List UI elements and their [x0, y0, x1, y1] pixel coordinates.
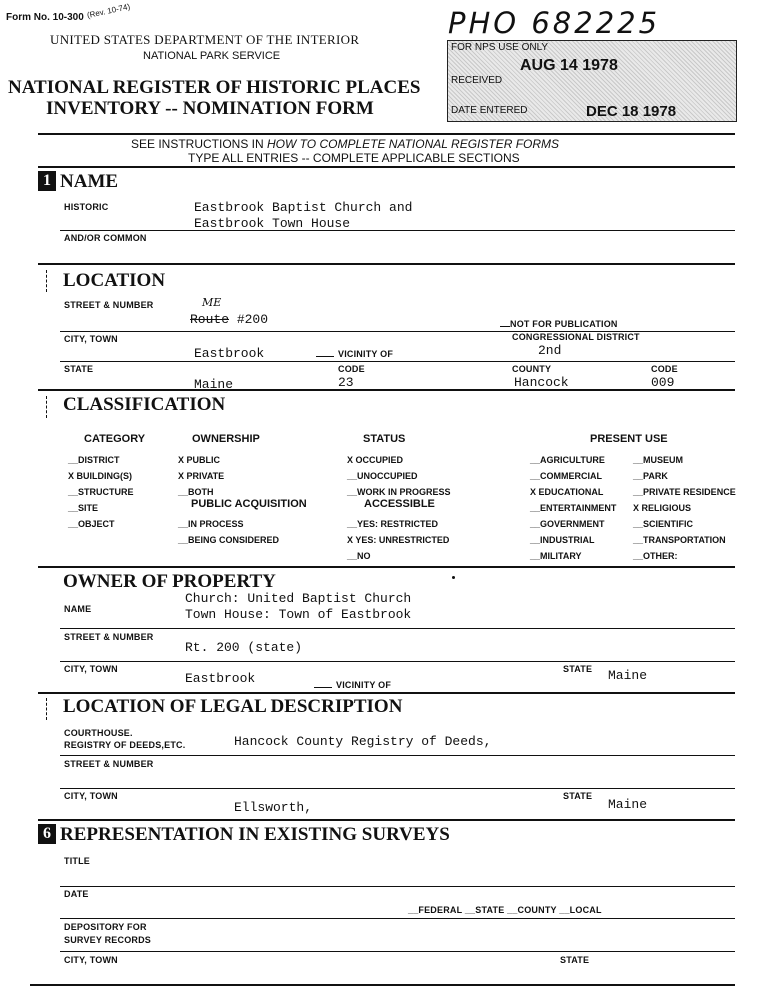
accessible-unrestricted: X YES: UNRESTRICTED: [347, 535, 450, 545]
city-rule: [60, 361, 735, 362]
legal-state-value: Maine: [608, 797, 648, 812]
section-classification-heading: CLASSIFICATION: [63, 394, 226, 415]
owner-name-rule: [60, 628, 735, 629]
status-heading: STATUS: [363, 433, 406, 445]
category-buildings: X BUILDING(S): [68, 471, 132, 481]
category-object: __OBJECT: [68, 519, 115, 529]
location-section-rule: [38, 389, 735, 391]
instructions-line2: TYPE ALL ENTRIES -- COMPLETE APPLICABLE SECTIONS: [188, 151, 520, 165]
use-park: __PARK: [633, 471, 668, 481]
status-work-in-progress: __WORK IN PROGRESS: [347, 487, 451, 497]
instructions-rule: [38, 166, 735, 168]
survey-state-label: STATE: [560, 955, 590, 965]
location-street-value: [190, 312, 268, 327]
category-structure: __STRUCTURE: [68, 487, 134, 497]
use-educational: X EDUCATIONAL: [530, 487, 604, 497]
handwritten-reference-number: PHO 682225: [448, 6, 661, 40]
status-occupied: X OCCUPIED: [347, 455, 404, 465]
present-use-heading: PRESENT USE: [590, 433, 668, 445]
section-number-badge: 1: [38, 171, 56, 191]
location-street-label: STREET & NUMBER: [64, 300, 154, 310]
use-industrial: __INDUSTRIAL: [530, 535, 595, 545]
historic-label: HISTORIC: [64, 202, 109, 212]
depository-rule: [60, 951, 735, 952]
instructions-title: HOW TO COMPLETE NATIONAL REGISTER FORMS: [267, 137, 560, 151]
location-county-code: 009: [651, 375, 675, 390]
acquisition-being-considered: __BEING CONSIDERED: [178, 535, 280, 545]
instructions-prefix: SEE INSTRUCTIONS IN: [131, 137, 268, 151]
location-county-code-label: CODE: [651, 364, 678, 374]
section-owner-heading: OWNER OF PROPERTY: [63, 571, 276, 592]
location-state-label: STATE: [64, 364, 94, 374]
owner-street-rule: [60, 661, 735, 662]
location-vicinity: VICINITY OF: [316, 349, 393, 359]
section-marker: [46, 270, 47, 292]
not-for-publication: NOT FOR PUBLICATION: [500, 319, 618, 329]
common-name-label: AND/OR COMMON: [64, 233, 147, 243]
historic-name-line2: Eastbrook Town House: [194, 216, 351, 231]
for-nps-label: FOR NPS USE ONLY: [451, 42, 549, 53]
survey-date-rule: [60, 918, 735, 919]
owner-state-label: STATE: [563, 664, 593, 674]
category-heading: CATEGORY: [84, 433, 146, 445]
courthouse-rule: [60, 755, 735, 756]
form-number: Form No. 10-300: [6, 12, 84, 23]
category-options: [68, 452, 134, 532]
section-name-title: NAME: [60, 171, 119, 192]
accessible-restricted: __YES: RESTRICTED: [347, 519, 439, 529]
survey-levels: __FEDERAL __STATE __COUNTY __LOCAL: [408, 905, 602, 915]
received-label: RECEIVED: [451, 75, 503, 86]
route-number: #200: [236, 312, 269, 327]
owner-city-label: CITY, TOWN: [64, 664, 118, 674]
category-site: __SITE: [68, 503, 99, 513]
struck-route-text: Route: [190, 312, 230, 327]
instructions-line1: [131, 137, 559, 151]
date-entered-label: DATE ENTERED: [451, 105, 528, 116]
location-state-value: Maine: [194, 377, 234, 392]
location-county-label: COUNTY: [512, 364, 552, 374]
form-title-line1: NATIONAL REGISTER OF HISTORIC PLACES: [8, 77, 421, 98]
use-transportation: __TRANSPORTATION: [633, 535, 726, 545]
ownership-private: X PRIVATE: [178, 471, 225, 481]
use-religious: X RELIGIOUS: [633, 503, 692, 513]
courthouse-value: Hancock County Registry of Deeds,: [234, 734, 492, 749]
use-museum: __MUSEUM: [633, 455, 684, 465]
ownership-options: [178, 452, 224, 500]
location-city-value: Eastbrook: [194, 346, 265, 361]
historic-rule: [60, 230, 735, 231]
acquisition-options: [178, 516, 279, 548]
survey-title-label: TITLE: [64, 856, 90, 866]
accessible-no: __NO: [347, 551, 371, 561]
date-entered-value: DEC 18 1978: [586, 103, 677, 120]
owner-name-line1: Church: United Baptist Church: [185, 591, 412, 606]
revision-note: (Rev. 10-74): [86, 2, 131, 20]
owner-vicinity: VICINITY OF: [314, 680, 391, 690]
bottom-rule: [30, 984, 735, 986]
legal-street-rule: [60, 788, 735, 789]
survey-title-rule: [60, 886, 735, 887]
section-marker: [46, 698, 47, 720]
present-use-left-options: [530, 452, 616, 564]
legal-state-label: STATE: [563, 791, 593, 801]
department-name: UNITED STATES DEPARTMENT OF THE INTERIOR: [50, 32, 360, 47]
legal-street-label: STREET & NUMBER: [64, 759, 154, 769]
section-number-badge: 6: [38, 824, 56, 844]
section-surveys-heading: [38, 824, 450, 846]
nps-use-stamp: [447, 40, 737, 122]
owner-name-label: NAME: [64, 604, 92, 614]
depository-label-line1: DEPOSITORY FOR: [64, 922, 147, 932]
form-title-line2: INVENTORY -- NOMINATION FORM: [46, 98, 374, 119]
acquisition-in-process: __IN PROCESS: [178, 519, 244, 529]
use-government: __GOVERNMENT: [530, 519, 605, 529]
present-use-right-options: [633, 452, 736, 564]
owner-section-rule: [38, 692, 735, 694]
section-name-heading: [38, 171, 118, 193]
accessible-heading: ACCESSIBLE: [364, 498, 435, 510]
location-city-label: CITY, TOWN: [64, 334, 118, 344]
location-county-value: Hancock: [514, 375, 569, 390]
service-name: NATIONAL PARK SERVICE: [143, 50, 281, 62]
ownership-public: X PUBLIC: [178, 455, 221, 465]
classification-section-rule: [38, 566, 735, 568]
use-military: __MILITARY: [530, 551, 582, 561]
use-other: __OTHER:: [633, 551, 678, 561]
status-options: [347, 452, 451, 500]
use-agriculture: __AGRICULTURE: [530, 455, 605, 465]
use-entertainment: __ENTERTAINMENT: [530, 503, 617, 513]
ownership-both: __BOTH: [178, 487, 214, 497]
legal-section-rule: [38, 819, 735, 821]
status-unoccupied: __UNOCCUPIED: [347, 471, 418, 481]
location-code-label: CODE: [338, 364, 365, 374]
name-section-rule: [38, 263, 735, 265]
use-private-residence: __PRIVATE RESIDENCE: [633, 487, 736, 497]
public-acquisition-heading: PUBLIC ACQUISITION: [191, 498, 307, 510]
use-commercial: __COMMERCIAL: [530, 471, 603, 481]
section-legal-heading: LOCATION OF LEGAL DESCRIPTION: [63, 696, 403, 717]
ink-dot: [452, 576, 455, 579]
accessible-options: [347, 516, 449, 564]
depository-label-line2: SURVEY RECORDS: [64, 935, 151, 945]
congressional-district-label: CONGRESSIONAL DISTRICT: [512, 332, 640, 342]
owner-street-label: STREET & NUMBER: [64, 632, 154, 642]
owner-street-value: Rt. 200 (state): [185, 640, 303, 655]
congressional-district-value: 2nd: [538, 343, 562, 358]
category-district: __DISTRICT: [68, 455, 120, 465]
survey-date-label: DATE: [64, 889, 89, 899]
owner-city-value: Eastbrook: [185, 671, 256, 686]
historic-name-line1: Eastbrook Baptist Church and: [194, 200, 413, 215]
ownership-heading: OWNERSHIP: [192, 433, 260, 445]
use-scientific: __SCIENTIFIC: [633, 519, 694, 529]
courthouse-label-line2: REGISTRY OF DEEDS,ETC.: [64, 740, 186, 750]
owner-name-line2: Town House: Town of Eastbrook: [185, 607, 412, 622]
section-surveys-title: REPRESENTATION IN EXISTING SURVEYS: [60, 824, 450, 845]
handwritten-state-annotation: ME: [202, 296, 222, 309]
location-state-code: 23: [338, 375, 354, 390]
survey-city-label: CITY, TOWN: [64, 955, 118, 965]
legal-city-label: CITY, TOWN: [64, 791, 118, 801]
section-marker: [46, 396, 47, 418]
section-location-heading: LOCATION: [63, 270, 166, 291]
courthouse-label-line1: COURTHOUSE.: [64, 728, 133, 738]
header-rule: [38, 133, 735, 135]
received-date: AUG 14 1978: [520, 57, 618, 74]
legal-city-value: Ellsworth,: [234, 800, 313, 815]
owner-state-value: Maine: [608, 668, 648, 683]
